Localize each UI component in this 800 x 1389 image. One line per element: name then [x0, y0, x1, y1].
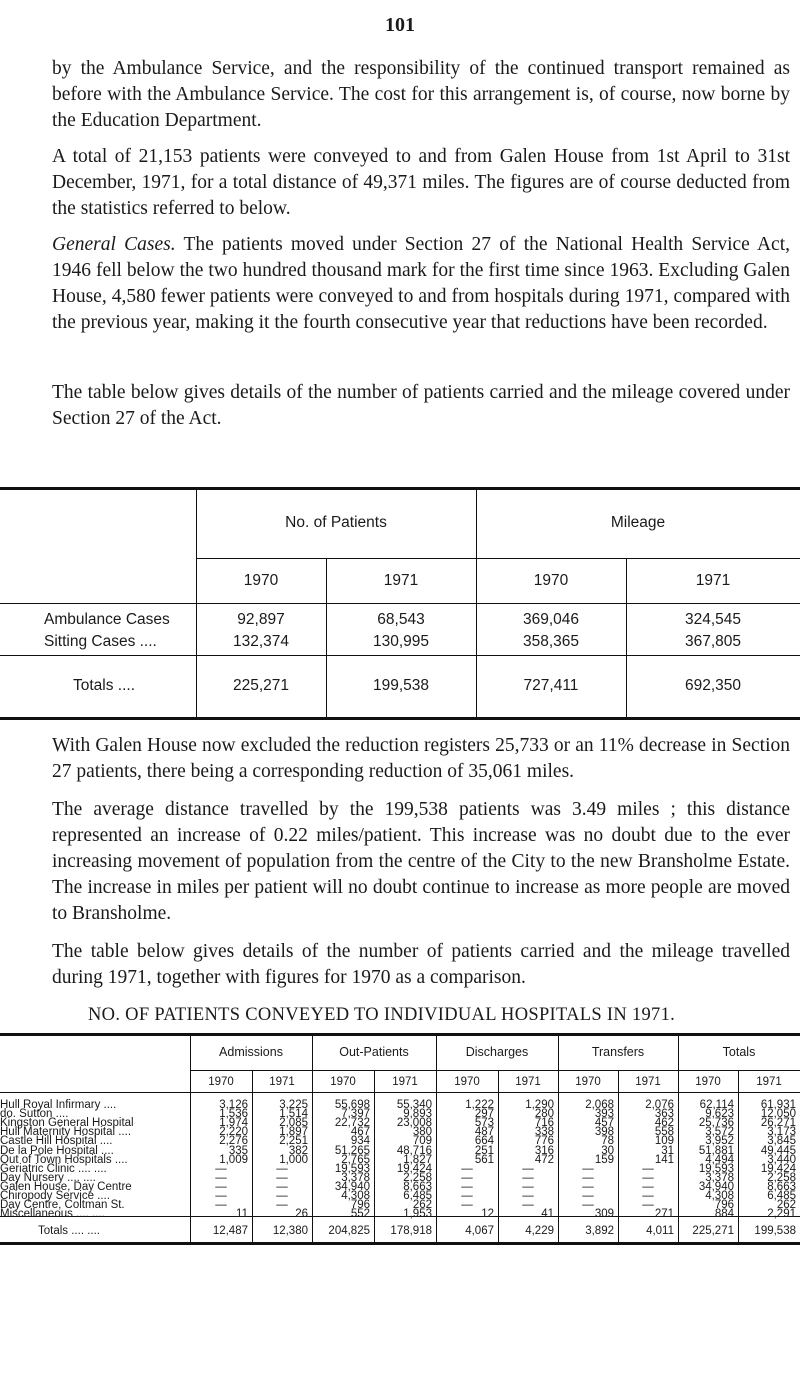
- table-cell: 1,827: [403, 1153, 432, 1166]
- total-cell: 225,271: [232, 677, 290, 694]
- table-cell: 6,485: [767, 1190, 796, 1202]
- table-cell: 487: [474, 1126, 494, 1139]
- table-cell: 30: [601, 1144, 614, 1157]
- table-cell: 316: [534, 1144, 554, 1157]
- table-cell: 2,258: [767, 1171, 796, 1184]
- table-cell: 34,940: [334, 1180, 370, 1193]
- table-cell: 2,068: [585, 1099, 614, 1111]
- table-cell: —: [522, 1199, 534, 1212]
- table-cell: 363: [654, 1108, 674, 1121]
- table-cell: 709: [412, 1135, 432, 1148]
- year-header: 1971: [392, 1076, 418, 1088]
- table-cell: 51,265: [334, 1144, 370, 1157]
- table-cell: 251: [474, 1144, 494, 1157]
- table-cell: —: [215, 1180, 227, 1193]
- year-header: 1970: [695, 1076, 721, 1088]
- total-cell: 199,538: [372, 677, 430, 694]
- total-cell: 178,918: [390, 1225, 432, 1237]
- table2-caption: NO. OF PATIENTS CONVEYED TO INDIVIDUAL HOSPITALS IN 1971.: [88, 1005, 676, 1025]
- paragraph-4: The table below gives details of the number of patients carried and the mileage covered under Section 27 of the Act.: [52, 382, 790, 429]
- paragraph-2: A total of 21,153 patients were conveyed to and from Galen House from 1st April to 31st December, 1971, for a total distance of 49,371 miles. The figures are of course deducted from the statistics referred to below.: [52, 146, 790, 219]
- table-cell: 62,114: [699, 1099, 734, 1111]
- table-cell: 1,953: [403, 1208, 432, 1221]
- year-header: 1970: [575, 1076, 601, 1088]
- table-cell: —: [215, 1199, 227, 1212]
- table-cell: 22,732: [334, 1117, 370, 1130]
- table-cell: —: [215, 1190, 227, 1202]
- table-cell: 55,698: [334, 1099, 370, 1111]
- table-cell: 367,805: [684, 633, 742, 650]
- year-header: 1971: [635, 1076, 661, 1088]
- table-cell: 2,276: [219, 1135, 248, 1148]
- table-cell: 68,543: [377, 611, 425, 628]
- table-cell: —: [582, 1180, 594, 1193]
- table-cell: 3,845: [767, 1135, 796, 1148]
- table-cell: 61,931: [760, 1099, 796, 1111]
- table-cell: —: [582, 1171, 594, 1184]
- table-cell: 324,545: [684, 611, 742, 628]
- year-header: 1971: [269, 1076, 295, 1088]
- year-header: 1970: [454, 1076, 480, 1088]
- row-label: Hull Royal Infirmary ....: [0, 1099, 117, 1111]
- table-cell: 558: [654, 1126, 674, 1139]
- table-cell: 1,974: [219, 1117, 248, 1130]
- table-cell: 884: [714, 1208, 734, 1221]
- row-label: Galen House, Day Centre: [0, 1180, 132, 1193]
- table-cell: 19,593: [334, 1162, 370, 1175]
- table-cell: 1,222: [465, 1099, 494, 1111]
- table-cell: 2,085: [279, 1117, 308, 1130]
- table-cell: 2,258: [403, 1171, 432, 1184]
- table-cell: 1,000: [279, 1153, 308, 1166]
- table-cell: —: [522, 1162, 534, 1175]
- table-cell: 796: [714, 1199, 734, 1212]
- table-cell: —: [582, 1162, 594, 1175]
- table-cell: 3,126: [219, 1099, 248, 1111]
- table-cell: 398: [594, 1126, 614, 1139]
- paragraph-5: With Galen House now excluded the reduction registers 25,733 or an 11% decrease in Section 27 patients, there being a corresponding reduction of 35,061 miles.: [52, 735, 790, 782]
- row-label: Miscellaneous .... ....: [0, 1208, 105, 1221]
- group-header: Admissions: [219, 1045, 283, 1059]
- table-cell: 369,046: [522, 611, 580, 628]
- row-label: Kingston General Hospital: [0, 1117, 134, 1130]
- table-cell: 934: [350, 1135, 370, 1148]
- table-cell: 380: [412, 1126, 432, 1139]
- table-cell: 561: [474, 1153, 494, 1166]
- row-label: Hull Maternity Hospital ....: [0, 1126, 132, 1139]
- group-header: Totals: [722, 1045, 756, 1059]
- table-cell: —: [582, 1190, 594, 1202]
- total-cell: 12,380: [272, 1225, 308, 1237]
- table-rule: [0, 1092, 800, 1093]
- paragraph-1: by the Ambulance Service, and the responsibility of the continued transport remained as before with the Ambulance Service. The cost for this arrangement is, of course, now borne by the Education Department.: [52, 58, 790, 131]
- table-cell: 141: [654, 1153, 674, 1166]
- table-cell: 457: [594, 1117, 614, 1130]
- table-cell: 2,291: [767, 1208, 796, 1221]
- table-cell: 19,424: [396, 1162, 432, 1175]
- paragraph-3-lead: General Cases.: [52, 234, 176, 255]
- total-cell: 727,411: [523, 677, 579, 694]
- table-cell: 271: [654, 1208, 674, 1221]
- table-cell: 462: [654, 1117, 674, 1130]
- paragraph-7: The table below gives details of the number of patients carried and the mileage travelled during 1971, together with figures for 1970 as a comparison.: [52, 941, 790, 988]
- table-cell: —: [276, 1199, 288, 1212]
- table-cell: 393: [594, 1108, 614, 1121]
- table-cell: 159: [594, 1153, 614, 1166]
- table-cell: 26,271: [760, 1117, 796, 1130]
- table-cell: 78: [601, 1135, 614, 1148]
- table-cell: —: [522, 1190, 534, 1202]
- table-cell: 1,514: [279, 1108, 308, 1121]
- total-cell: 4,229: [525, 1225, 554, 1237]
- paragraph-3: [52, 232, 790, 336]
- total-cell: 225,271: [692, 1225, 734, 1237]
- table-cell: 92,897: [237, 611, 285, 628]
- row-label-sitting: Sitting Cases ....: [44, 633, 157, 650]
- total-cell: 4,011: [646, 1225, 674, 1237]
- table-cell: —: [582, 1199, 594, 1212]
- table-cell: 48,716: [396, 1144, 432, 1157]
- table-cell: 3,572: [705, 1126, 734, 1139]
- table-cell: 262: [776, 1199, 796, 1212]
- table-cell: 1,290: [525, 1099, 554, 1111]
- table-cell: 3,440: [767, 1153, 796, 1166]
- table-cell: —: [215, 1162, 227, 1175]
- table-cell: 31: [661, 1144, 674, 1157]
- table-cell: 12: [481, 1208, 494, 1221]
- year-header: 1971: [756, 1076, 782, 1088]
- table-cell: 2,765: [341, 1153, 370, 1166]
- table-cell: 132,374: [232, 633, 290, 650]
- table-cell: 109: [654, 1135, 674, 1148]
- table-cell: —: [642, 1190, 654, 1202]
- table-cell: 55,340: [396, 1099, 432, 1111]
- table-cell: —: [461, 1199, 473, 1212]
- row-label-ambulance: Ambulance Cases: [44, 611, 170, 628]
- table-cell: 34,940: [698, 1180, 734, 1193]
- table-cell: 338: [534, 1126, 554, 1139]
- table-cell: —: [461, 1162, 473, 1175]
- table-cell: 8,663: [403, 1180, 432, 1193]
- table-cell: 11: [236, 1208, 248, 1221]
- row-label: do. Sutton ....: [0, 1108, 69, 1121]
- table-cell: 3,225: [279, 1099, 308, 1111]
- hospital-table: [0, 1033, 800, 1245]
- paragraph-3-body: The patients moved under Section 27 of the National Health Service Act, 1946 fell below the two hundred thousand mark for the first time since 1963. Excluding Galen House, 4,580 fewer patients were conveyed to and from hospitals during 1971, compared with the previous year, making it the fourth consecutive year that reductions have been recorded.: [52, 234, 790, 333]
- table-cell: 573: [474, 1117, 494, 1130]
- table-cell: 3,952: [705, 1135, 734, 1148]
- total-cell: 3,892: [585, 1225, 614, 1237]
- row-label: Castle Hill Hospital ....: [0, 1135, 113, 1148]
- table-cell: 1,897: [279, 1126, 308, 1139]
- table-cell: 130,995: [372, 633, 430, 650]
- table-cell: 664: [474, 1135, 494, 1148]
- table-cell: 297: [474, 1108, 494, 1121]
- table-cell: —: [522, 1180, 534, 1193]
- total-cell: 4,067: [465, 1225, 494, 1237]
- group-header: Discharges: [465, 1045, 529, 1059]
- total-cell: 12,487: [212, 1225, 248, 1237]
- table-cell: 1,536: [219, 1108, 248, 1121]
- table-cell: 7,397: [341, 1108, 370, 1121]
- table-cell: —: [276, 1162, 288, 1175]
- year-header: 1971: [383, 572, 419, 589]
- section27-table: [0, 487, 800, 720]
- table-cell: 309: [594, 1208, 614, 1221]
- table-cell: 2,220: [219, 1126, 248, 1139]
- table-cell: —: [276, 1171, 288, 1184]
- page-number: 101: [385, 14, 415, 36]
- row-label: Chiropody Service ....: [0, 1190, 110, 1202]
- table-cell: —: [642, 1162, 654, 1175]
- year-header: 1970: [208, 1076, 234, 1088]
- table-cell: —: [276, 1190, 288, 1202]
- table-cell: 3,378: [341, 1171, 370, 1184]
- table-cell: 1,009: [219, 1153, 248, 1166]
- total-cell: 692,350: [684, 677, 742, 694]
- table-cell: 49,445: [760, 1144, 796, 1157]
- year-header: 1970: [330, 1076, 356, 1088]
- table-cell: 12,050: [760, 1108, 796, 1121]
- table-cell: 2,251: [279, 1135, 308, 1148]
- table-cell: 41: [541, 1208, 554, 1221]
- table-cell: 19,424: [760, 1162, 796, 1175]
- table-cell: 19,593: [698, 1162, 734, 1175]
- table-cell: —: [642, 1199, 654, 1212]
- group-header: Transfers: [591, 1045, 645, 1059]
- table-cell: 382: [288, 1144, 308, 1157]
- table-cell: —: [461, 1171, 473, 1184]
- table-cell: 552: [350, 1208, 370, 1221]
- table-cell: —: [276, 1180, 288, 1193]
- group-header-patients: No. of Patients: [285, 514, 387, 531]
- table-cell: 3,173: [767, 1126, 796, 1139]
- table-cell: 262: [412, 1199, 432, 1212]
- row-label-totals: Totals ....: [73, 677, 136, 694]
- year-header: 1971: [695, 572, 731, 589]
- table-cell: 8,663: [767, 1180, 796, 1193]
- table-cell: 358,365: [522, 633, 580, 650]
- table-cell: 472: [534, 1153, 554, 1166]
- row-label: Day Nursery .... ....: [0, 1171, 96, 1184]
- table-cell: 6,485: [403, 1190, 432, 1202]
- row-label: De la Pole Hospital ....: [0, 1144, 114, 1157]
- table-cell: —: [642, 1171, 654, 1184]
- table-cell: 26: [295, 1208, 308, 1221]
- year-header: 1970: [533, 572, 569, 589]
- table-cell: —: [461, 1190, 473, 1202]
- group-header-mileage: Mileage: [610, 514, 666, 531]
- table-cell: 25,736: [698, 1117, 734, 1130]
- table-cell: 51,881: [698, 1144, 734, 1157]
- table-cell: 796: [350, 1199, 370, 1212]
- table-cell: —: [642, 1180, 654, 1193]
- table-cell: 3,378: [705, 1171, 734, 1184]
- table-cell: —: [215, 1171, 227, 1184]
- table-cell: 23,008: [396, 1117, 432, 1130]
- total-cell: 204,825: [328, 1225, 370, 1237]
- row-label: Day Centre, Coltman St.: [0, 1199, 125, 1212]
- table-cell: —: [461, 1180, 473, 1193]
- table-cell: 280: [534, 1108, 554, 1121]
- table-cell: 467: [350, 1126, 370, 1139]
- paragraph-6: The average distance travelled by the 199,538 patients was 3.49 miles ; this distance represented an increase of 0.22 miles/patient. This increase was no doubt due to the ever increasing movement of population from the centre of the City to the new Bransholme Estate. The increase in miles per patient will no doubt continue to increase as more people are moved to Bransholme.: [52, 799, 790, 924]
- year-header: 1971: [515, 1076, 541, 1088]
- table-cell: 4,494: [705, 1153, 734, 1166]
- table-cell: 335: [228, 1144, 248, 1157]
- table-cell: 776: [534, 1135, 554, 1148]
- table-cell: 9,623: [705, 1108, 734, 1121]
- table-cell: 716: [534, 1117, 554, 1130]
- row-label-totals: Totals .... ....: [38, 1225, 100, 1237]
- total-cell: 199,538: [754, 1225, 796, 1237]
- year-header: 1970: [243, 572, 279, 589]
- row-label: Geriatric Clinic .... ....: [0, 1162, 107, 1175]
- group-header: Out-Patients: [339, 1045, 409, 1059]
- table-cell: —: [522, 1171, 534, 1184]
- table-cell: 9,893: [403, 1108, 432, 1121]
- table-cell: 4,308: [705, 1190, 734, 1202]
- table-rule: [190, 1070, 800, 1071]
- table-cell: 2,076: [645, 1099, 674, 1111]
- row-label: Out of Town Hospitals ....: [0, 1153, 128, 1166]
- table-cell: 4,308: [341, 1190, 370, 1202]
